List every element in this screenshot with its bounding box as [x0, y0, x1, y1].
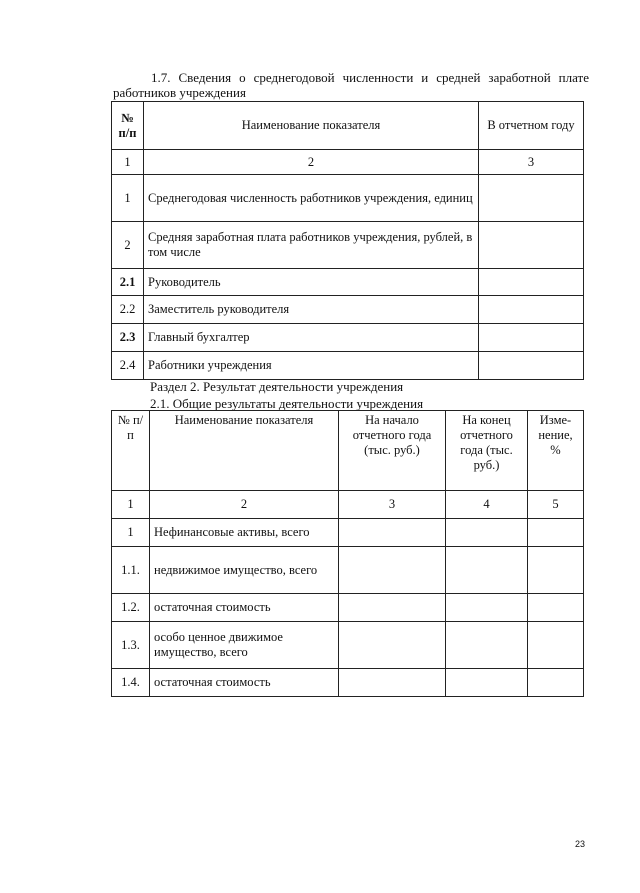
page-number: 23	[575, 839, 586, 849]
row-change	[528, 519, 584, 547]
colnum-3: 3	[479, 150, 584, 175]
table-row	[112, 669, 584, 697]
header-period: В отчетном году	[479, 102, 584, 150]
row-start	[339, 594, 446, 622]
table-row	[112, 222, 584, 269]
section-1-7-title	[113, 70, 589, 100]
row-name: Руководитель	[144, 269, 479, 296]
row-end	[446, 519, 528, 547]
row-num: 1.2.	[112, 594, 150, 622]
row-value	[479, 175, 584, 222]
row-name: Среднегодовая численность работников учреждения, единиц	[144, 175, 479, 222]
table-header-row	[112, 102, 584, 150]
row-num: 1	[112, 519, 150, 547]
table-row	[112, 594, 584, 622]
section-1-7-title-text: 1.7. Сведения о среднегодовой численности и средней заработной плате работников учреждения	[113, 70, 589, 100]
table-row	[112, 269, 584, 296]
table-row	[112, 324, 584, 352]
table-row	[112, 175, 584, 222]
row-name: недвижимое имущество, всего	[150, 547, 339, 594]
row-num: 2.1	[112, 269, 144, 296]
section-2-title: Раздел 2. Результат деятельности учреждения	[150, 379, 404, 394]
row-start	[339, 519, 446, 547]
row-value	[479, 222, 584, 269]
employees-salary-table	[111, 101, 584, 380]
row-num: 2.2	[112, 296, 144, 324]
activity-results-table	[111, 410, 584, 697]
row-end	[446, 622, 528, 669]
colnum-2: 2	[150, 491, 339, 519]
row-change	[528, 547, 584, 594]
row-start	[339, 547, 446, 594]
header-num: № п/п	[112, 411, 150, 491]
table-row	[112, 547, 584, 594]
header-end: На конец отчетного года (тыс. руб.)	[446, 411, 528, 491]
row-num: 1.4.	[112, 669, 150, 697]
row-name: остаточная стоимость	[150, 594, 339, 622]
table-header-row	[112, 411, 584, 491]
table-row	[112, 519, 584, 547]
row-num: 2	[112, 222, 144, 269]
table-row	[112, 622, 584, 669]
row-name: Заместитель руководителя	[144, 296, 479, 324]
row-name: Работники учреждения	[144, 352, 479, 380]
row-name: Главный бухгалтер	[144, 324, 479, 352]
row-start	[339, 622, 446, 669]
colnum-1: 1	[112, 150, 144, 175]
header-name: Наименование показателя	[150, 411, 339, 491]
row-value	[479, 352, 584, 380]
row-change	[528, 594, 584, 622]
header-name: Наименование показателя	[144, 102, 479, 150]
colnum-3: 3	[339, 491, 446, 519]
row-name: Нефинансовые активы, всего	[150, 519, 339, 547]
row-num: 2.3	[112, 324, 144, 352]
colnum-1: 1	[112, 491, 150, 519]
row-name: Средняя заработная плата работников учреждения, рублей, в том числе	[144, 222, 479, 269]
row-end	[446, 547, 528, 594]
row-change	[528, 622, 584, 669]
row-num: 1.1.	[112, 547, 150, 594]
header-num: № п/п	[112, 102, 144, 150]
row-start	[339, 669, 446, 697]
column-number-row	[112, 150, 584, 175]
row-num: 1.3.	[112, 622, 150, 669]
row-value	[479, 269, 584, 296]
table-row	[112, 352, 584, 380]
header-change: Изме- нение, %	[528, 411, 584, 491]
header-start: На начало отчетного года (тыс. руб.)	[339, 411, 446, 491]
row-value	[479, 324, 584, 352]
colnum-5: 5	[528, 491, 584, 519]
row-num: 2.4	[112, 352, 144, 380]
row-name: остаточная стоимость	[150, 669, 339, 697]
colnum-2: 2	[144, 150, 479, 175]
colnum-4: 4	[446, 491, 528, 519]
row-value	[479, 296, 584, 324]
row-name: особо ценное движимое имущество, всего	[150, 622, 339, 669]
row-end	[446, 669, 528, 697]
row-end	[446, 594, 528, 622]
row-num: 1	[112, 175, 144, 222]
column-number-row	[112, 491, 584, 519]
section-2-1-title: 2.1. Общие результаты деятельности учреждения	[150, 396, 424, 411]
row-change	[528, 669, 584, 697]
table-row	[112, 296, 584, 324]
